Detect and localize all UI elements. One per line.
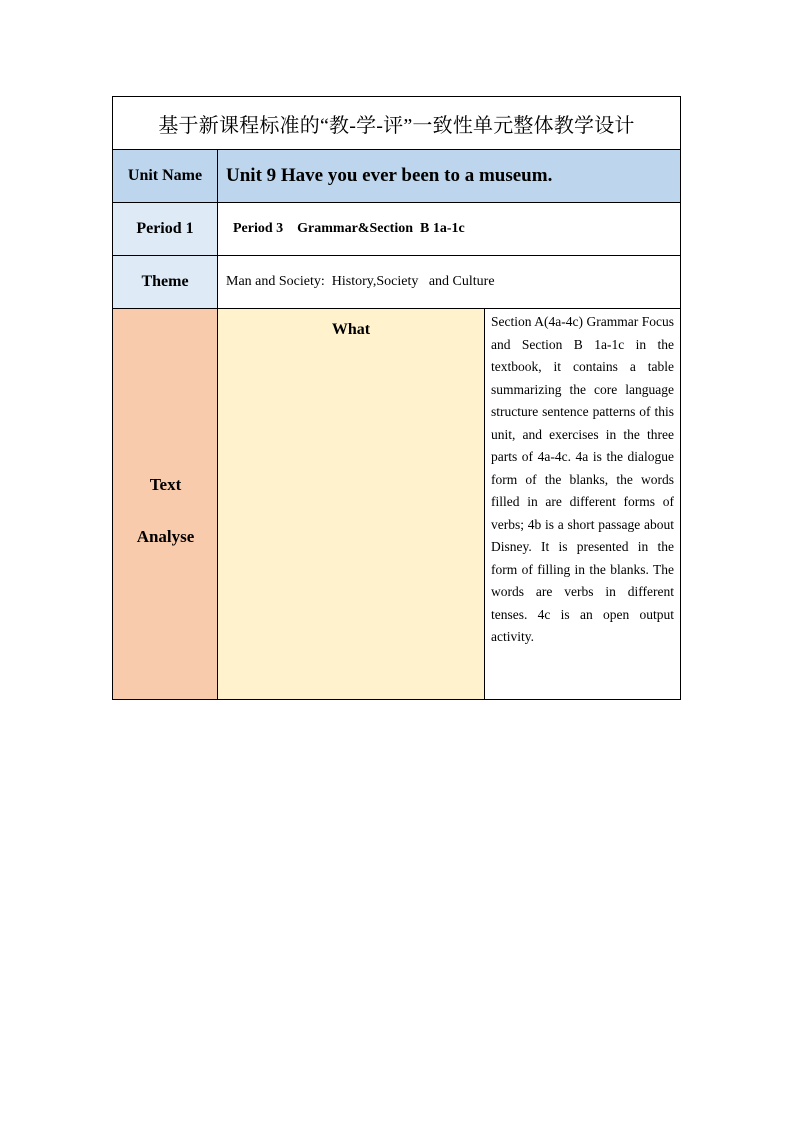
text-analyse-label-line2: Analyse — [136, 527, 195, 546]
theme-label: Theme — [113, 256, 218, 309]
period-value: Period 3 Grammar&Section B 1a-1c — [218, 203, 680, 256]
unit-name-value: Unit 9 Have you ever been to a museum. — [218, 150, 680, 203]
text-analyse-label — [113, 309, 218, 699]
what-heading: What — [218, 309, 485, 699]
unit-design-table — [112, 96, 681, 700]
unit-name-label: Unit Name — [113, 150, 218, 203]
table-title: 基于新课程标准的“教-学-评”一致性单元整体教学设计 — [113, 97, 680, 150]
theme-value: Man and Society: History,Society and Culture — [218, 256, 680, 309]
period-label: Period 1 — [113, 203, 218, 256]
text-analyse-description: Section A(4a-4c) Grammar Focus and Section B 1a-1c in the textbook, it contains a table summarizing the core language structure sentence patterns of this unit, and exercises in the three parts of 4a-4c. 4a is the dialogue form of the blanks, the words filled in are different forms of verbs; 4b is a short passage about Disney. It is presented in the form of filling in the blanks. The words are verbs in different tenses. 4c is an open output activity. — [491, 314, 674, 644]
text-analyse-label-line1: Text — [149, 475, 182, 494]
